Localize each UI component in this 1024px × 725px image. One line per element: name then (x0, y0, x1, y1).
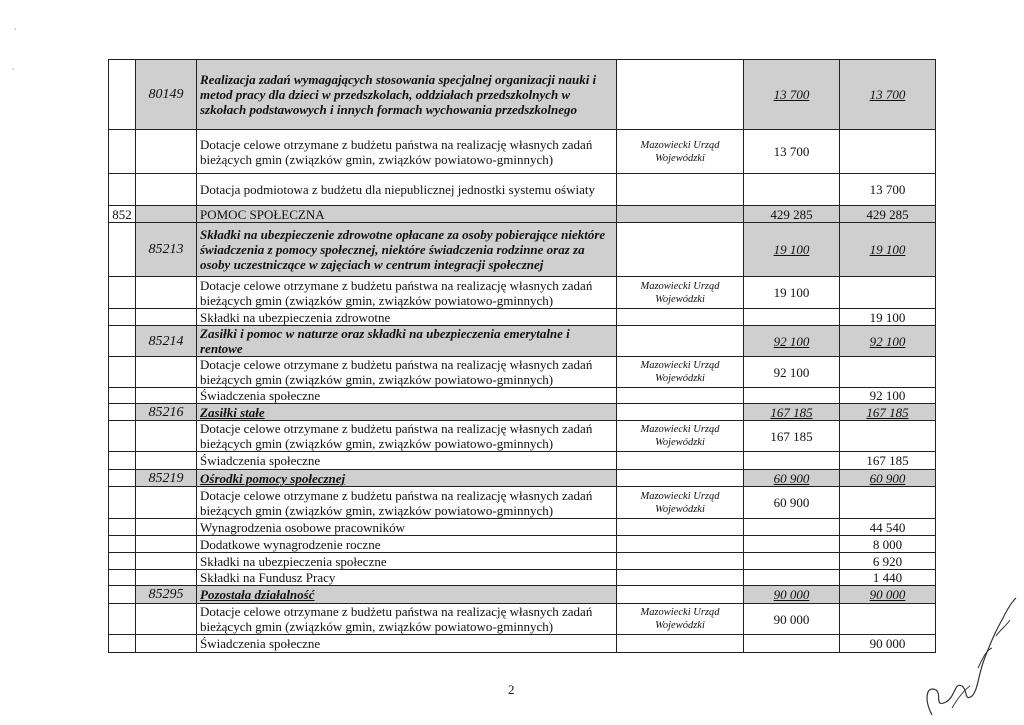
table-row (109, 277, 936, 309)
row-description: Składki na ubezpieczenie zdrowotne opłacane za osoby pobierające niektóre świadczenia z pomocy społecznej, niektóre świadczenia rodzinne oraz za osoby uczestniczące w zajęciach w centrum integracji społecznej (197, 223, 617, 277)
table-row (109, 604, 936, 635)
row-description: Realizacja zadań wymagających stosowania specjalnej organizacji nauki i metod pracy dla dzieci w przedszkolach, oddziałach przedszkolnych w szkołach podstawowych i innych formach wychowania przedszkolnego (197, 60, 617, 130)
table-row (109, 487, 936, 519)
rozdzial-code: 85219 (136, 470, 197, 487)
dzial-code (109, 635, 136, 653)
funding-source (617, 553, 744, 570)
table-row (109, 553, 936, 570)
row-description: Pozostała działalność (197, 586, 617, 604)
rozdzial-code (136, 357, 197, 388)
table-row (109, 357, 936, 388)
table-row (109, 309, 936, 326)
amount-b: 6 920 (840, 553, 936, 570)
dzial-code (109, 586, 136, 604)
table-row (109, 536, 936, 553)
table-row (109, 519, 936, 536)
amount-a: 19 100 (744, 277, 840, 309)
amount-a: 60 900 (744, 487, 840, 519)
dzial-code (109, 326, 136, 357)
amount-b (840, 277, 936, 309)
rozdzial-code (136, 553, 197, 570)
scan-speck-mark: ⸱ (12, 64, 15, 74)
rozdzial-code (136, 130, 197, 174)
table-row (109, 470, 936, 487)
amount-b: 429 285 (840, 206, 936, 223)
rozdzial-code (136, 604, 197, 635)
dzial-code (109, 604, 136, 635)
funding-source (617, 519, 744, 536)
dzial-code (109, 536, 136, 553)
amount-a: 167 185 (744, 421, 840, 452)
dzial-code (109, 277, 136, 309)
dzial-code (109, 553, 136, 570)
amount-a: 13 700 (744, 130, 840, 174)
row-description: Świadczenia społeczne (197, 452, 617, 470)
amount-a (744, 519, 840, 536)
amount-b: 167 185 (840, 452, 936, 470)
funding-source: Mazowiecki Urząd Wojewódzki (617, 421, 744, 452)
funding-source (617, 452, 744, 470)
rozdzial-code (136, 174, 197, 206)
table-row (109, 404, 936, 421)
amount-a: 13 700 (744, 60, 840, 130)
rozdzial-code: 85295 (136, 586, 197, 604)
row-description: Dotacje celowe otrzymane z budżetu państwa na realizację własnych zadań bieżących gmin (związków gmin, związków powiatowo-gminnych) (197, 130, 617, 174)
amount-a (744, 388, 840, 404)
handwritten-signature (912, 590, 1022, 720)
amount-b (840, 487, 936, 519)
funding-source (617, 536, 744, 553)
scan-speck-mark: ⸱ (14, 24, 17, 34)
row-description: Zasiłki i pomoc w naturze oraz składki na ubezpieczenia emerytalne i rentowe (197, 326, 617, 357)
amount-a (744, 309, 840, 326)
table-row (109, 421, 936, 452)
row-description: Dodatkowe wynagrodzenie roczne (197, 536, 617, 553)
dzial-code (109, 404, 136, 421)
amount-b (840, 130, 936, 174)
dzial-code (109, 570, 136, 586)
row-description: Składki na Fundusz Pracy (197, 570, 617, 586)
dzial-code (109, 470, 136, 487)
amount-b: 60 900 (840, 470, 936, 487)
row-description: Świadczenia społeczne (197, 388, 617, 404)
dzial-code (109, 60, 136, 130)
dzial-code (109, 309, 136, 326)
dzial-code: 852 (109, 206, 136, 223)
dzial-code (109, 357, 136, 388)
rozdzial-code (136, 309, 197, 326)
table-row (109, 326, 936, 357)
table-row (109, 570, 936, 586)
dzial-code (109, 452, 136, 470)
rozdzial-code (136, 277, 197, 309)
rozdzial-code (136, 452, 197, 470)
funding-source: Mazowiecki Urząd Wojewódzki (617, 277, 744, 309)
funding-source (617, 570, 744, 586)
table-row (109, 60, 936, 130)
amount-a (744, 553, 840, 570)
rozdzial-code (136, 388, 197, 404)
table-row (109, 206, 936, 223)
row-description: Dotacje celowe otrzymane z budżetu państwa na realizację własnych zadań bieżących gmin (związków gmin, związków powiatowo-gminnych) (197, 277, 617, 309)
rozdzial-code: 80149 (136, 60, 197, 130)
amount-a: 60 900 (744, 470, 840, 487)
amount-b: 8 000 (840, 536, 936, 553)
amount-a (744, 174, 840, 206)
amount-b: 19 100 (840, 223, 936, 277)
amount-b: 13 700 (840, 174, 936, 206)
page-number: 2 (508, 682, 515, 697)
rozdzial-code (136, 487, 197, 519)
dzial-code (109, 388, 136, 404)
dzial-code (109, 519, 136, 536)
amount-b: 92 100 (840, 326, 936, 357)
rozdzial-code: 85216 (136, 404, 197, 421)
table-row (109, 388, 936, 404)
funding-source: Mazowiecki Urząd Wojewódzki (617, 357, 744, 388)
amount-a: 90 000 (744, 604, 840, 635)
funding-source (617, 309, 744, 326)
row-description: Ośrodki pomocy społecznej (197, 470, 617, 487)
budget-table-body (109, 60, 936, 653)
budget-table (108, 59, 936, 653)
funding-source (617, 326, 744, 357)
row-description: Wynagrodzenia osobowe pracowników (197, 519, 617, 536)
dzial-code (109, 174, 136, 206)
amount-b (840, 357, 936, 388)
row-description: Dotacje celowe otrzymane z budżetu państwa na realizację własnych zadań bieżących gmin (związków gmin, związków powiatowo-gminnych) (197, 421, 617, 452)
amount-b: 90 000 (840, 635, 936, 653)
rozdzial-code: 85213 (136, 223, 197, 277)
table-row (109, 586, 936, 604)
rozdzial-code (136, 570, 197, 586)
amount-a: 19 100 (744, 223, 840, 277)
amount-b: 19 100 (840, 309, 936, 326)
table-row (109, 223, 936, 277)
funding-source (617, 635, 744, 653)
table-row (109, 174, 936, 206)
amount-a (744, 452, 840, 470)
row-description: Dotacje celowe otrzymane z budżetu państwa na realizację własnych zadań bieżących gmin (związków gmin, związków powiatowo-gminnych) (197, 357, 617, 388)
amount-a: 92 100 (744, 357, 840, 388)
dzial-code (109, 130, 136, 174)
funding-source (617, 586, 744, 604)
amount-b: 1 440 (840, 570, 936, 586)
row-description: Zasiłki stałe (197, 404, 617, 421)
row-description: Składki na ubezpieczenia zdrowotne (197, 309, 617, 326)
table-row (109, 635, 936, 653)
amount-b: 90 000 (840, 586, 936, 604)
amount-b: 92 100 (840, 388, 936, 404)
rozdzial-code (136, 635, 197, 653)
funding-source: Mazowiecki Urząd Wojewódzki (617, 487, 744, 519)
row-description: Dotacja podmiotowa z budżetu dla niepublicznej jednostki systemu oświaty (197, 174, 617, 206)
funding-source (617, 206, 744, 223)
row-description: Dotacje celowe otrzymane z budżetu państwa na realizację własnych zadań bieżących gmin (związków gmin, związków powiatowo-gminnych) (197, 604, 617, 635)
row-description: Świadczenia społeczne (197, 635, 617, 653)
amount-a (744, 570, 840, 586)
amount-a (744, 635, 840, 653)
dzial-code (109, 487, 136, 519)
table-row (109, 130, 936, 174)
amount-a (744, 536, 840, 553)
dzial-code (109, 223, 136, 277)
amount-b: 13 700 (840, 60, 936, 130)
rozdzial-code: 85214 (136, 326, 197, 357)
amount-b (840, 421, 936, 452)
rozdzial-code (136, 536, 197, 553)
funding-source (617, 60, 744, 130)
amount-b: 167 185 (840, 404, 936, 421)
rozdzial-code (136, 421, 197, 452)
rozdzial-code (136, 206, 197, 223)
amount-a: 92 100 (744, 326, 840, 357)
dzial-code (109, 421, 136, 452)
funding-source (617, 223, 744, 277)
row-description: Dotacje celowe otrzymane z budżetu państwa na realizację własnych zadań bieżących gmin (związków gmin, związków powiatowo-gminnych) (197, 487, 617, 519)
amount-b: 44 540 (840, 519, 936, 536)
row-description: POMOC SPOŁECZNA (197, 206, 617, 223)
funding-source: Mazowiecki Urząd Wojewódzki (617, 130, 744, 174)
funding-source (617, 470, 744, 487)
funding-source (617, 174, 744, 206)
funding-source (617, 388, 744, 404)
amount-a: 167 185 (744, 404, 840, 421)
amount-a: 90 000 (744, 586, 840, 604)
rozdzial-code (136, 519, 197, 536)
table-row (109, 452, 936, 470)
funding-source (617, 404, 744, 421)
row-description: Składki na ubezpieczenia społeczne (197, 553, 617, 570)
funding-source: Mazowiecki Urząd Wojewódzki (617, 604, 744, 635)
amount-a: 429 285 (744, 206, 840, 223)
